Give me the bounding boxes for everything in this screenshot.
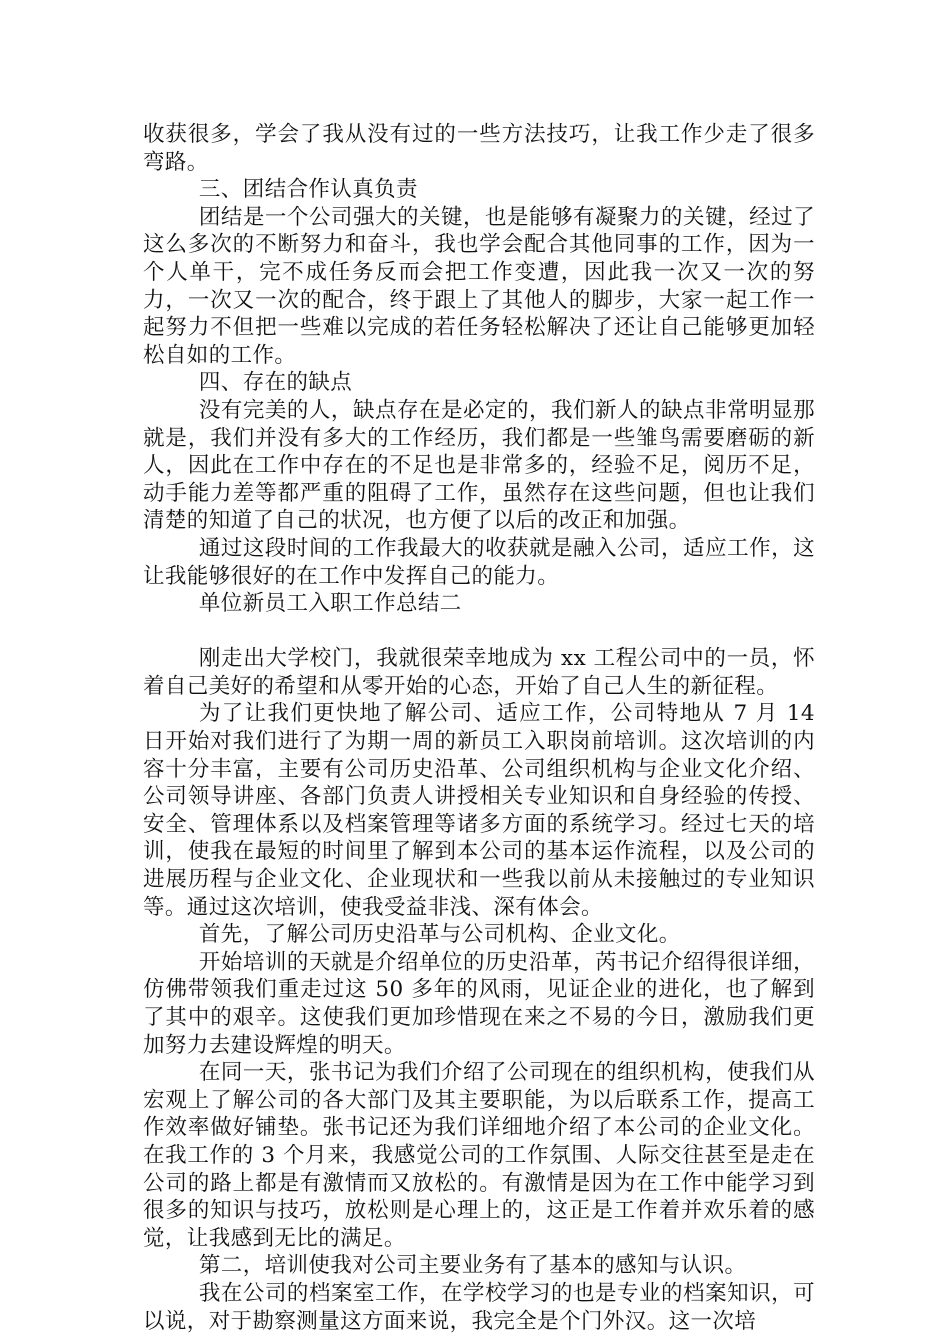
paragraph-history: 开始培训的天就是介绍单位的历史沿革，芮书记介绍得很详细，仿佛带领我们重走过这 50 多年的风雨，见证企业的进化，也了解到了其中的艰辛。这使我们更加珍惜现在来之不易的今日，激励我们更加努力去建设辉煌的明天。 <box>143 949 815 1058</box>
section-heading-teamwork: 三、团结合作认真负责 <box>198 177 418 203</box>
blank-line <box>143 618 815 646</box>
paragraph-teamwork: 团结是一个公司强大的关键，也是能够有凝聚力的关键，经过了这么多次的不断努力和奋斗，我也学会配合其他同事的工作，因为一个人单干，完不成任务反而会把工作变遭，因此我一次又一次的努力，一次又一次的配合，终于跟上了其他人的脚步，大家一起工作一起努力不但把一些难以完成的若任务轻松解决了还让自己能够更加轻松自如的工作。 <box>143 204 815 368</box>
paragraph-first-point: 首先，了解公司历史沿革与公司机构、企业文化。 <box>198 922 681 948</box>
paragraph-continuation: 收获很多，学会了我从没有过的一些方法技巧，让我工作少走了很多弯路。 <box>143 122 815 175</box>
paragraph-intro: 刚走出大学校门，我就很荣幸地成为 xx 工程公司中的一员，怀着自己美好的希望和从零开始的心态，开始了自己人生的新征程。 <box>143 646 815 699</box>
section-heading-shortcomings: 四、存在的缺点 <box>198 370 353 396</box>
paragraph-conclusion: 通过这段时间的工作我最大的收获就是融入公司，适应工作，这让我能够很好的在工作中发挥自己的能力。 <box>143 535 815 589</box>
paragraph-archive-work: 我在公司的档案室工作，在学校学习的也是专业的档案知识，可以说，对于勘察测量这方面来说，我完全是个门外汉。这一次培 <box>143 1280 815 1334</box>
article-title-two: 单位新员工入职工作总结二 <box>198 591 462 617</box>
paragraph-training: 为了让我们更快地了解公司、适应工作，公司特地从 7 月 14 日开始对我们进行了为期一周的新员工入职岗前培训。这次培训的内容十分丰富，主要有公司历史沿革、公司组织机构与企业文化介绍、公司领导讲座、各部门负责人讲授相关专业知识和自身经验的传授、安全、管理体系以及档案管理等诸多方面的系统学习。经过七天的培训，使我在最短的时间里了解到本公司的基本运作流程，以及公司的进展历程与企业文化、企业现状和一些我以前从未接触过的专业知识等。通过这次培训，使我受益非浅、深有体会。 <box>143 701 815 920</box>
document-body <box>143 121 815 1335</box>
paragraph-organization: 在同一天，张书记为我们介绍了公司现在的组织机构，使我们从宏观上了解公司的各大部门及其主要职能，为以后联系工作，提高工作效率做好铺垫。张书记还为我们详细地介绍了本公司的企业文化。在我工作的 3 个月来，我感觉公司的工作氛围、人际交往甚至是走在公司的路上都是有激情而又放松的。有激情是因为在工作中能学习到很多的知识与技巧，放松则是心理上的，这正是工作着并欢乐着的感觉，让我感到无比的满足。 <box>143 1060 815 1251</box>
paragraph-second-point: 第二，培训使我对公司主要业务有了基本的感知与认识。 <box>198 1253 747 1279</box>
paragraph-shortcomings: 没有完美的人，缺点存在是必定的，我们新人的缺点非常明显那就是，我们并没有多大的工作经历，我们都是一些雏鸟需要磨砺的新人，因此在工作中存在的不足也是非常多的，经验不足，阅历不足，动手能力差等都严重的阻碍了工作，虽然存在这些问题，但也让我们清楚的知道了自己的状况，也方便了以后的改正和加强。 <box>143 397 815 534</box>
